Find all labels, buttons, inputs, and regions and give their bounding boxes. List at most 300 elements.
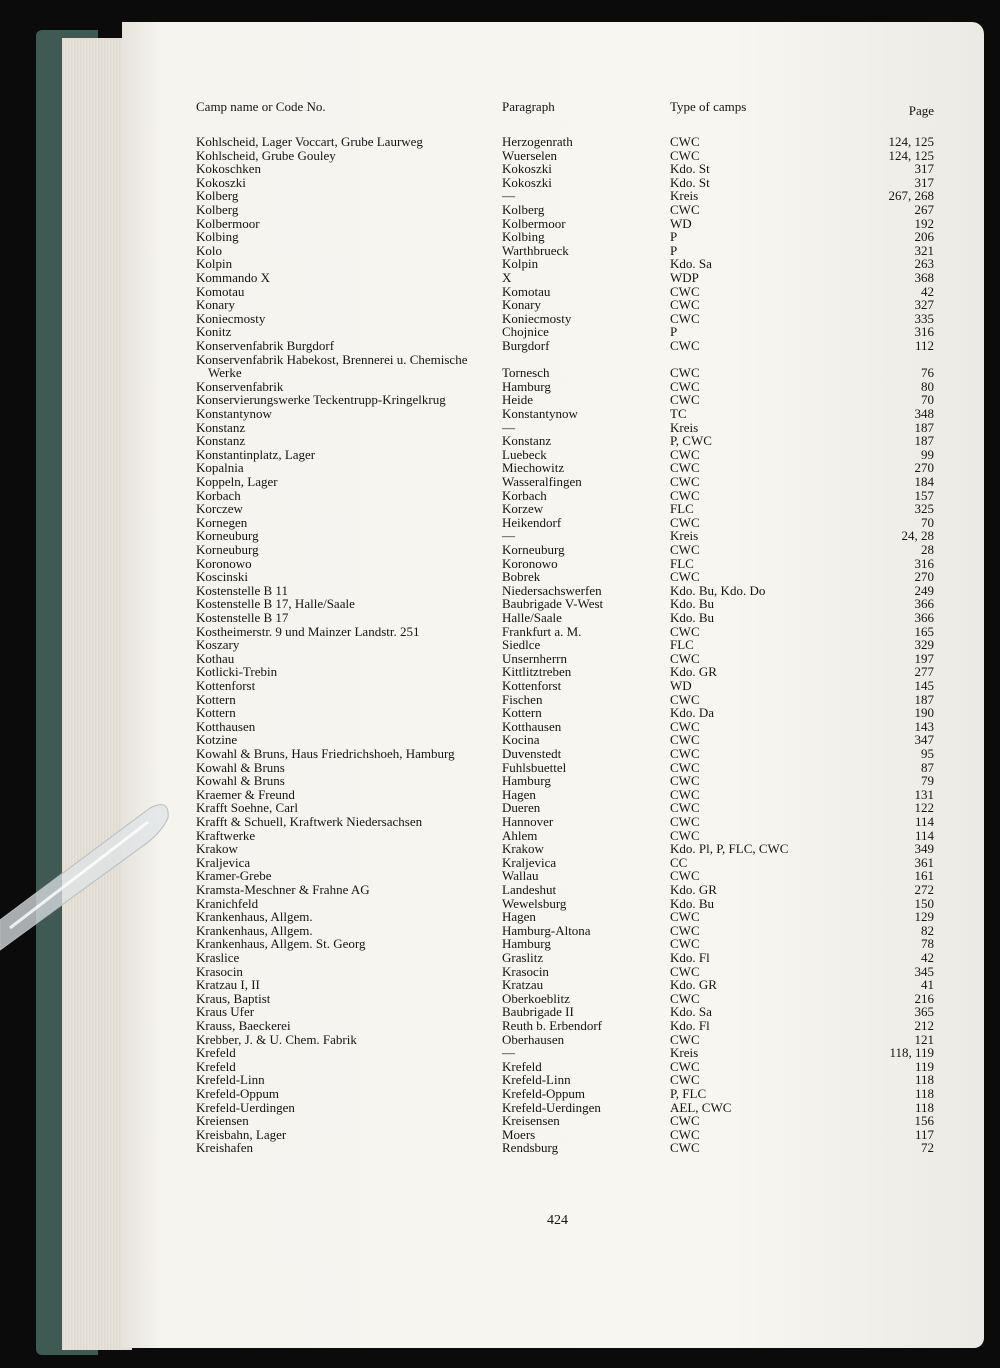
entry-paragraph: Bobrek [502, 569, 541, 585]
entry-paragraph: Landeshut [502, 882, 557, 897]
entry-paragraph: Kreisensen [502, 1113, 560, 1129]
entry-camp-type: CWC [670, 487, 700, 503]
entry-page-ref: 72 [921, 1140, 934, 1156]
entry-paragraph: Hannover [502, 814, 554, 829]
entry-paragraph: Reuth b. Erbendorf [502, 1018, 603, 1033]
entry-page-ref: 192 [914, 215, 934, 231]
entry-camp-type: CWC [670, 446, 700, 462]
entry-paragraph: Frankfurt a. M. [502, 623, 582, 639]
entry-paragraph: Halle/Saale [502, 610, 562, 625]
entry-camp-type: CWC [670, 773, 700, 789]
entry-camp-name: Konstanz [196, 433, 246, 449]
entry-paragraph: Korzew [502, 501, 544, 517]
entry-camp-name: Krefeld-Oppum [196, 1086, 280, 1101]
entry-camp-type: CWC [670, 1140, 700, 1156]
entry-page-ref: 267 [914, 202, 934, 217]
entry-paragraph: — [502, 528, 515, 544]
entry-camp-type: P [670, 229, 678, 245]
entry-camp-type: Kreis [670, 419, 699, 435]
entry-camp-type: CWC [670, 514, 700, 530]
entry-page-ref: 70 [921, 392, 934, 408]
entry-camp-name: Korneuburg [196, 528, 259, 544]
entry-paragraph: Burgdorf [502, 338, 550, 353]
entry-paragraph: Hamburg [502, 378, 551, 394]
entry-camp-name: Konstantynow [196, 406, 272, 421]
index-entry-row [122, 1141, 984, 1155]
entry-paragraph: Graslitz [502, 950, 544, 965]
entry-camp-type: Kdo. Da [670, 705, 715, 721]
entry-camp-type: WD [670, 215, 692, 231]
entry-page-ref: 118, 119 [889, 1045, 934, 1061]
entry-paragraph: — [502, 419, 515, 435]
index-entry-row [122, 176, 984, 190]
entry-paragraph: Wallau [502, 868, 539, 884]
entry-page-ref: 187 [914, 433, 934, 449]
entry-camp-type: FLC [670, 637, 694, 653]
entry-paragraph: Oberkoeblitz [502, 990, 570, 1006]
entry-page-ref: 361 [914, 854, 934, 870]
entry-camp-name: Kreisbahn, Lager [196, 1126, 287, 1142]
index-entry-row [122, 421, 984, 435]
entry-paragraph: Oberhausen [502, 1031, 565, 1047]
index-entry-row [122, 720, 984, 734]
entry-paragraph: Warthbrueck [502, 242, 569, 258]
index-entry-row [122, 189, 984, 203]
entry-paragraph: Duvenstedt [502, 746, 562, 761]
entry-page-ref: 184 [914, 474, 934, 489]
index-entry-row [122, 271, 984, 285]
entry-camp-name: Kokoschken [196, 161, 261, 177]
entry-camp-type: CWC [670, 623, 700, 639]
entry-paragraph: Krefeld-Uerdingen [502, 1099, 601, 1115]
entry-camp-name: Korbach [196, 487, 241, 503]
entry-page-ref: 82 [921, 922, 934, 938]
entry-paragraph: Krefeld-Oppum [502, 1086, 586, 1101]
entry-page-ref: 216 [914, 990, 934, 1006]
entry-camp-name: Krefeld [196, 1045, 236, 1061]
index-entry-row [122, 883, 984, 897]
entry-camp-type: Kdo. Bu [670, 610, 715, 625]
entry-paragraph: Wuerselen [502, 147, 558, 163]
entry-page-ref: 347 [914, 732, 934, 748]
index-entry-row [122, 693, 984, 707]
index-entry-row [122, 339, 984, 353]
entry-page-ref: 80 [921, 378, 934, 394]
entry-page-ref: 24, 28 [901, 528, 934, 544]
entry-page-ref: 42 [921, 950, 934, 965]
entry-paragraph: Konary [502, 297, 541, 313]
entry-camp-type: CWC [670, 474, 700, 489]
entry-camp-type: P, CWC [670, 433, 712, 449]
entry-camp-type: Kdo. Fl [670, 950, 710, 965]
index-entry-row [122, 611, 984, 625]
entry-camp-type: Kreis [670, 528, 699, 544]
index-entry-row [122, 203, 984, 217]
index-entry-row [122, 285, 984, 299]
entry-paragraph: — [502, 1045, 515, 1061]
entry-paragraph: Baubrigade II [502, 1004, 574, 1020]
entry-page-ref: 317 [914, 174, 934, 190]
entry-page-ref: 267, 268 [888, 188, 934, 204]
entry-camp-name: Kornegen [196, 514, 248, 530]
entry-page-ref: 118 [914, 1099, 934, 1115]
entry-camp-name: Kreiensen [196, 1113, 249, 1129]
entry-camp-name: Kolbing [196, 229, 239, 245]
entry-paragraph: Hagen [502, 909, 536, 925]
entry-page-ref: 249 [914, 582, 934, 598]
entry-page-ref: 263 [914, 256, 934, 272]
entry-paragraph: Konstanz [502, 433, 552, 449]
entry-camp-type: CWC [670, 1113, 700, 1129]
entry-paragraph: Hamburg [502, 773, 551, 789]
index-entries [122, 22, 984, 1348]
entry-page-ref: 335 [914, 310, 934, 326]
entry-page-ref: 129 [914, 909, 934, 925]
entry-page-ref: 349 [914, 841, 934, 857]
entry-camp-type: Kdo. St [670, 161, 710, 177]
index-entry-row [122, 557, 984, 571]
entry-camp-name: Krefeld-Uerdingen [196, 1099, 295, 1115]
entry-camp-type: Kdo. Pl, P, FLC, CWC [670, 841, 789, 857]
entry-page-ref: 327 [914, 297, 934, 313]
entry-page-ref: 366 [914, 610, 934, 625]
entry-paragraph: Krefeld-Linn [502, 1072, 571, 1088]
entry-camp-type: Kreis [670, 1045, 699, 1061]
entry-camp-type: Kreis [670, 188, 699, 204]
entry-camp-type: CWC [670, 365, 700, 381]
entry-page-ref: 99 [921, 446, 934, 462]
entry-page-ref: 272 [914, 882, 934, 897]
entry-paragraph: Ahlem [502, 827, 538, 843]
entry-camp-type: TC [670, 406, 687, 421]
entry-camp-name: Kramsta-Meschner & Frahne AG [196, 882, 370, 897]
index-entry-row [122, 1046, 984, 1060]
entry-page-ref: 316 [914, 555, 934, 571]
entry-paragraph: Kotthausen [502, 718, 562, 734]
entry-page-ref: 187 [914, 691, 934, 707]
entry-paragraph: Kokoszki [502, 161, 552, 177]
entry-page-ref: 321 [914, 242, 934, 258]
entry-camp-type: Kdo. Bu [670, 596, 715, 612]
entry-paragraph: Wewelsburg [502, 895, 567, 911]
entry-camp-name: Koronowo [196, 555, 252, 571]
entry-page-ref: 270 [914, 460, 934, 476]
index-entry-row [122, 1019, 984, 1033]
entry-paragraph: Krakow [502, 841, 544, 857]
entry-page-ref: 277 [914, 664, 934, 680]
entry-paragraph: Korneuburg [502, 542, 565, 557]
entry-camp-name: Krakow [196, 841, 238, 857]
entry-camp-type: Kdo. Sa [670, 256, 712, 272]
entry-camp-name: Krankenhaus, Allgem. [196, 922, 313, 938]
entry-camp-name: Kraftwerke [196, 827, 256, 843]
entry-page-ref: 122 [914, 800, 934, 816]
entry-camp-name: Konary [196, 297, 235, 313]
entry-page-ref: 42 [921, 283, 934, 299]
header-type-of-camps: Type of camps [670, 99, 747, 114]
entry-paragraph: Heide [502, 392, 534, 408]
entry-camp-type: CWC [670, 650, 700, 666]
entry-camp-name: Kohlscheid, Grube Gouley [196, 147, 336, 163]
index-entry-row [122, 829, 984, 843]
entry-camp-name: Korczew [196, 501, 243, 517]
entry-camp-type: CWC [670, 963, 700, 979]
entry-paragraph: Rendsburg [502, 1140, 559, 1156]
entry-camp-name: Koniecmosty [196, 310, 266, 326]
entry-paragraph: Krasocin [502, 963, 549, 979]
entry-camp-name: Kraemer & Freund [196, 786, 295, 802]
entry-camp-name: Kostenstelle B 17 [196, 610, 289, 625]
entry-camp-name: Kotthausen [196, 718, 256, 734]
entry-camp-name: Kottern [196, 691, 236, 707]
entry-camp-type: CWC [670, 1072, 700, 1088]
entry-page-ref: 28 [921, 542, 934, 557]
entry-camp-type: CWC [670, 283, 700, 299]
entry-paragraph: Fuhlsbuettel [502, 759, 567, 775]
index-entry-row [122, 312, 984, 326]
entry-page-ref: 118 [914, 1086, 934, 1101]
entry-camp-name: Kolbermoor [196, 215, 260, 231]
entry-paragraph: Kolbing [502, 229, 545, 245]
entry-camp-name: Kohlscheid, Lager Voccart, Grube Laurweg [196, 134, 423, 149]
entry-camp-name: Kraus, Baptist [196, 990, 271, 1006]
index-entry-row [122, 625, 984, 639]
entry-camp-name: Kolo [196, 242, 222, 258]
index-entry-row [122, 937, 984, 951]
entry-paragraph: Hagen [502, 786, 536, 802]
entry-camp-type: CWC [670, 1058, 700, 1074]
entry-paragraph: Moers [502, 1126, 536, 1142]
entry-camp-name: Kostenstelle B 11 [196, 582, 288, 598]
entry-camp-type: Kdo. Bu [670, 895, 715, 911]
entry-page-ref: 121 [914, 1031, 934, 1047]
entry-paragraph: Kolpin [502, 256, 539, 272]
entry-camp-name: Kreishafen [196, 1140, 254, 1156]
entry-camp-type: CWC [670, 691, 700, 707]
entry-page-ref: 197 [914, 650, 934, 666]
header-camp-name: Camp name or Code No. [196, 99, 326, 114]
index-entry-row [122, 475, 984, 489]
entry-paragraph: Kottern [502, 705, 542, 721]
entry-camp-name: Kokoszki [196, 174, 246, 190]
entry-page-ref: 348 [914, 406, 934, 421]
entry-camp-name: Kraljevica [196, 854, 251, 870]
entry-camp-name: Konstanz [196, 419, 246, 435]
entry-camp-type: WDP [670, 270, 699, 285]
entry-camp-type: CWC [670, 990, 700, 1006]
index-entry-row [122, 951, 984, 965]
entry-paragraph: Fischen [502, 691, 543, 707]
entry-paragraph: Wasseralfingen [502, 474, 582, 489]
entry-page-ref: 368 [914, 270, 934, 285]
index-entry-row [122, 217, 984, 231]
entry-camp-type: P [670, 242, 678, 258]
entry-paragraph: Kratzau [502, 977, 544, 993]
entry-camp-name: Krankenhaus, Allgem. St. Georg [196, 936, 366, 952]
entry-camp-type: CWC [670, 909, 700, 925]
entry-page-ref: 150 [914, 895, 934, 911]
entry-paragraph: Kolberg [502, 202, 545, 217]
entry-camp-name: Kranichfeld [196, 895, 259, 911]
entry-camp-type: CWC [670, 378, 700, 394]
entry-camp-name: Kolberg [196, 188, 239, 204]
entry-camp-type: CWC [670, 922, 700, 938]
entry-camp-type: CWC [670, 310, 700, 326]
entry-paragraph: Kottenforst [502, 678, 562, 693]
entry-paragraph: X [502, 270, 512, 285]
entry-page-ref: 325 [914, 501, 934, 517]
entry-page-ref: 156 [914, 1113, 934, 1129]
entry-camp-name: Kottern [196, 705, 236, 721]
entry-page-ref: 117 [914, 1126, 934, 1142]
entry-camp-name: Koscinski [196, 569, 248, 585]
entry-camp-type: CWC [670, 297, 700, 313]
entry-camp-type: CWC [670, 392, 700, 408]
entry-camp-name: Kowahl & Bruns [196, 759, 285, 775]
book-page [122, 22, 984, 1348]
entry-camp-name: Kotlicki-Trebin [196, 664, 278, 680]
entry-page-ref: 316 [914, 324, 934, 340]
entry-camp-name: Konstantinplatz, Lager [196, 446, 316, 462]
entry-camp-name: Krebber, J. & U. Chem. Fabrik [196, 1031, 357, 1047]
entry-paragraph: Dueren [502, 800, 541, 816]
entry-page-ref: 131 [914, 786, 934, 802]
entry-paragraph: Kocina [502, 732, 540, 748]
entry-camp-name: Krankenhaus, Allgem. [196, 909, 313, 925]
entry-paragraph: Chojnice [502, 324, 549, 340]
entry-camp-name: Kotzine [196, 732, 238, 748]
entry-camp-name: Kolberg [196, 202, 239, 217]
entry-page-ref: 329 [914, 637, 934, 653]
entry-camp-type: CWC [670, 718, 700, 734]
entry-camp-name: Konservenfabrik [196, 378, 284, 394]
entry-camp-name: Krefeld [196, 1058, 236, 1074]
entry-camp-type: Kdo. Sa [670, 1004, 712, 1020]
entry-camp-type: CC [670, 854, 688, 870]
entry-page-ref: 78 [921, 936, 934, 952]
entry-page-ref: 157 [914, 487, 934, 503]
entry-page-ref: 190 [914, 705, 934, 721]
entry-camp-type: CWC [670, 800, 700, 816]
entry-camp-name: Kowahl & Bruns [196, 773, 285, 789]
entry-camp-type: CWC [670, 1126, 700, 1142]
entry-page-ref: 366 [914, 596, 934, 612]
entry-camp-name: Kramer-Grebe [196, 868, 272, 884]
entry-page-ref: 317 [914, 161, 934, 177]
entry-camp-name: Kostenstelle B 17, Halle/Saale [196, 596, 355, 612]
entry-paragraph: Miechowitz [502, 460, 565, 476]
entry-camp-type: CWC [670, 134, 700, 149]
index-entry-row [122, 1087, 984, 1101]
entry-page-ref: 187 [914, 419, 934, 435]
index-entry-row [122, 489, 984, 503]
entry-camp-name: Konitz [196, 324, 232, 340]
index-entry-row [122, 543, 984, 557]
entry-page-ref: 161 [914, 868, 934, 884]
entry-page-ref: 119 [914, 1058, 934, 1074]
entry-paragraph: Niedersachswerfen [502, 582, 602, 598]
index-entry-row [122, 679, 984, 693]
entry-camp-type: WD [670, 678, 692, 693]
entry-camp-type: CWC [670, 569, 700, 585]
entry-camp-name: Komotau [196, 283, 245, 299]
entry-camp-name: Krafft & Schuell, Kraftwerk Niedersachsen [196, 814, 423, 829]
entry-camp-name: Kowahl & Bruns, Haus Friedrichshoeh, Hamburg [196, 746, 455, 761]
entry-camp-name: Krasocin [196, 963, 243, 979]
entry-page-ref: 345 [914, 963, 934, 979]
entry-camp-name: Kratzau I, II [196, 977, 260, 993]
entry-camp-name: Kostheimerstr. 9 und Mainzer Landstr. 251 [196, 623, 420, 639]
index-entry-row [122, 407, 984, 421]
entry-camp-name: Kopalnia [196, 460, 244, 476]
entry-camp-name: Konservierungswerke Teckentrupp-Kringelkrug [196, 392, 446, 408]
entry-paragraph: Siedlce [502, 637, 541, 653]
entry-camp-type: P [670, 324, 678, 340]
entry-camp-type: CWC [670, 868, 700, 884]
entry-page-ref: 124, 125 [888, 147, 934, 163]
entry-page-ref: 145 [914, 678, 934, 693]
entry-camp-name: Kolpin [196, 256, 233, 272]
entry-paragraph: Krefeld [502, 1058, 542, 1074]
entry-page-ref: 118 [914, 1072, 934, 1088]
entry-page-ref: 206 [914, 229, 934, 245]
entry-page-ref: 70 [921, 514, 934, 530]
entry-page-ref: 143 [914, 718, 934, 734]
entry-page-ref: 165 [914, 623, 934, 639]
entry-paragraph: Korbach [502, 487, 547, 503]
entry-page-ref: 95 [921, 746, 934, 761]
entry-camp-type: P, FLC [670, 1086, 707, 1101]
entry-paragraph: Kittlitztreben [502, 664, 572, 680]
page-number: 424 [547, 1213, 568, 1228]
index-entry-row [122, 135, 984, 149]
entry-page-ref: 41 [921, 977, 934, 993]
entry-camp-type: Kdo. GR [670, 882, 717, 897]
entry-camp-type: CWC [670, 814, 700, 829]
entry-camp-type: CWC [670, 746, 700, 761]
header-paragraph: Paragraph [502, 99, 555, 114]
entry-camp-name: Kraslice [196, 950, 240, 965]
entry-camp-name: Werke [208, 365, 242, 381]
entry-camp-name: Krefeld-Linn [196, 1072, 265, 1088]
entry-camp-type: CWC [670, 1031, 700, 1047]
entry-camp-name: Kothau [196, 650, 235, 666]
entry-page-ref: 87 [921, 759, 934, 775]
index-entry-row [122, 747, 984, 761]
entry-paragraph: Konstantynow [502, 406, 578, 421]
entry-paragraph: Baubrigade V-West [502, 596, 604, 612]
entry-camp-name: Krafft Soehne, Carl [196, 800, 298, 816]
header-page: Page [908, 103, 934, 118]
entry-paragraph: Komotau [502, 283, 551, 299]
entry-page-ref: 114 [914, 814, 934, 829]
entry-paragraph: Luebeck [502, 446, 547, 462]
entry-camp-type: AEL, CWC [670, 1099, 732, 1115]
entry-paragraph: Koronowo [502, 555, 558, 571]
entry-camp-type: CWC [670, 460, 700, 476]
entry-camp-type: CWC [670, 202, 700, 217]
entry-paragraph: Tornesch [502, 365, 550, 381]
entry-paragraph: Unsernherrn [502, 650, 567, 666]
entry-page-ref: 114 [914, 827, 934, 843]
entry-camp-name: Kottenforst [196, 678, 256, 693]
entry-page-ref: 270 [914, 569, 934, 585]
entry-paragraph: Kolbermoor [502, 215, 566, 231]
entry-page-ref: 112 [914, 338, 934, 353]
entry-paragraph: — [502, 188, 515, 204]
entry-paragraph: Kokoszki [502, 174, 552, 190]
entry-camp-type: CWC [670, 542, 700, 557]
